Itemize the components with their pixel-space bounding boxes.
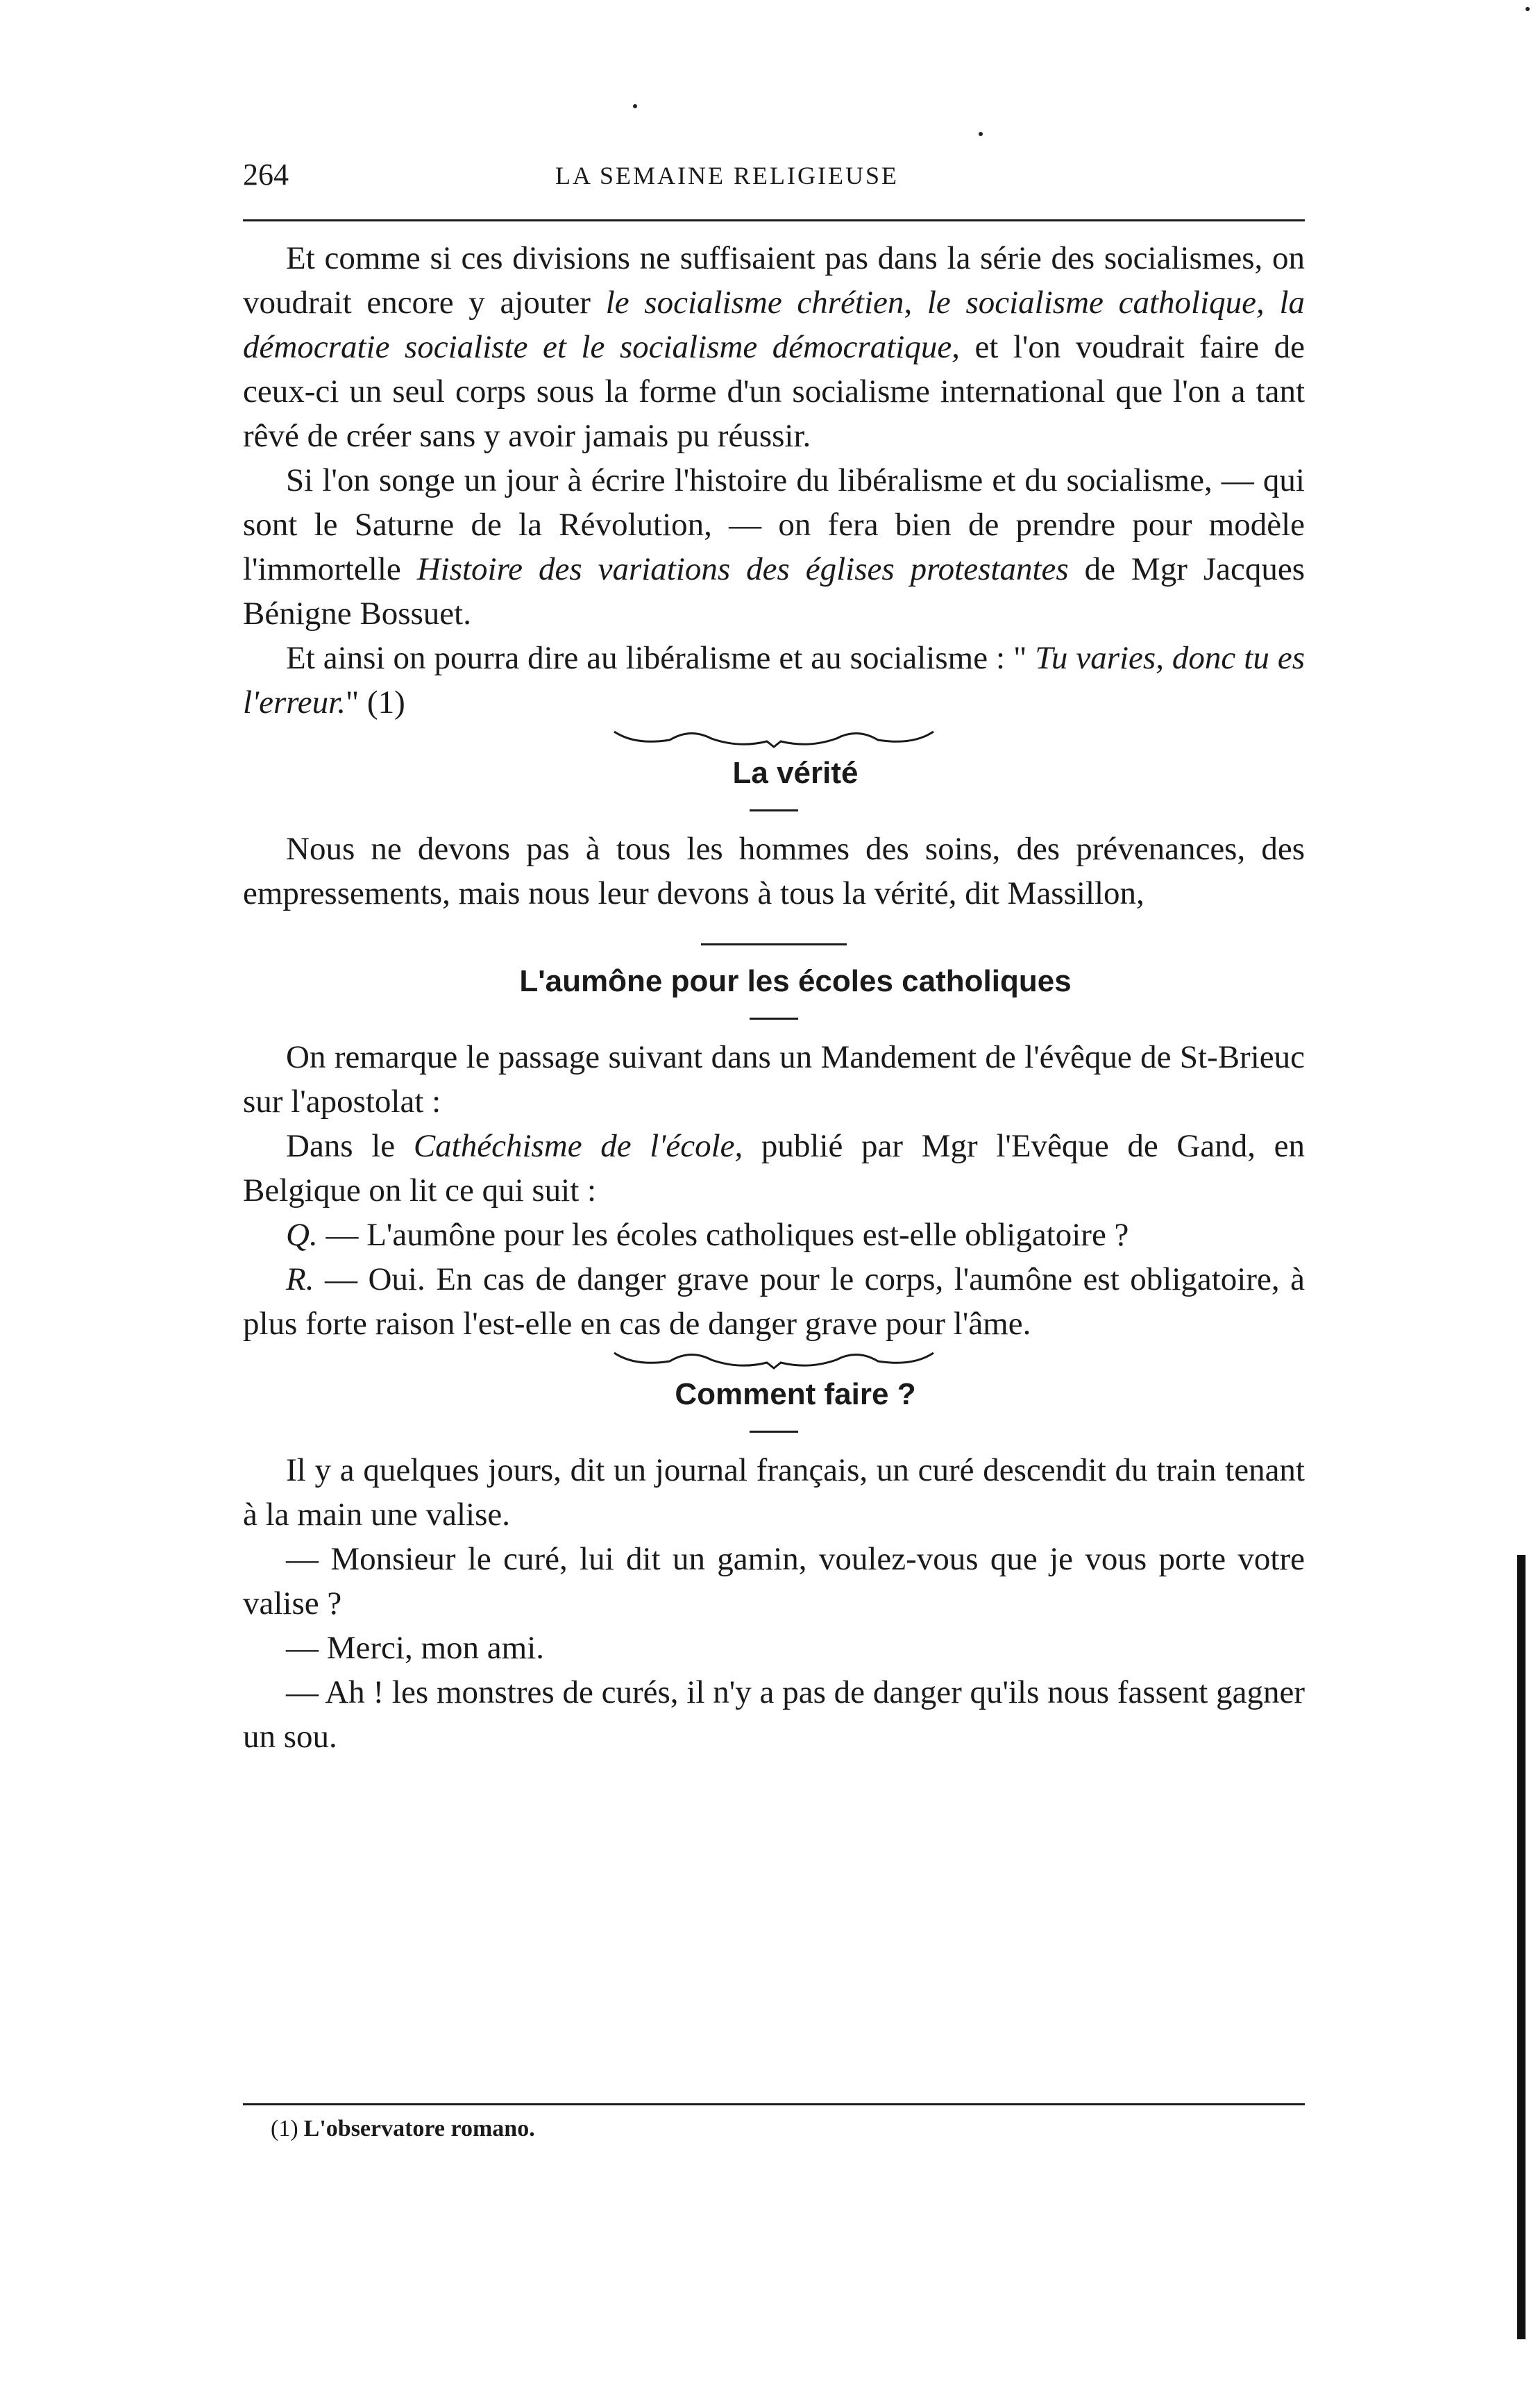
page-body bbox=[243, 236, 1305, 1759]
scan-speck bbox=[633, 104, 637, 108]
heading-dash bbox=[750, 809, 798, 811]
footnote-mark: (1) bbox=[271, 2116, 298, 2141]
scan-speck bbox=[979, 132, 983, 136]
ornament-divider bbox=[607, 1346, 940, 1374]
section-rule bbox=[701, 943, 847, 945]
paragraph: — Merci, mon ami. bbox=[286, 1630, 545, 1666]
header-rule bbox=[243, 219, 1305, 221]
page-number: 264 bbox=[243, 158, 289, 192]
section-heading: Comment faire ? bbox=[675, 1377, 916, 1411]
paragraph: On remarque le passage suivant dans un Mandement de l'évêque de St-Brieuc sur l'apostolat : bbox=[243, 1039, 1305, 1120]
section-heading: La vérité bbox=[732, 756, 859, 790]
scan-edge-shadow bbox=[1517, 1555, 1526, 2339]
paragraph: Dans le Cathéchisme de l'école, publié par Mgr l'Evêque de Gand, en Belgique on lit ce qui suit : bbox=[243, 1128, 1305, 1209]
heading-dash bbox=[750, 1018, 798, 1020]
footnote bbox=[271, 2116, 535, 2142]
paragraph: Et ainsi on pourra dire au libéralisme et au socialisme : " Tu varies, donc tu es l'erreur." (1) bbox=[243, 640, 1305, 721]
paragraph: Et comme si ces divisions ne suffisaient pas dans la série des socialismes, on voudrait encore y ajouter le socialisme chrétien, le socialisme catholique, la démocratie socialiste et le socialisme démocratique, et l'on voudrait faire de ceux-ci un seul corps sous la forme d'un socialisme international que l'on a tant rêvé de créer sans y avoir jamais pu réussir. bbox=[243, 240, 1305, 454]
section-heading: L'aumône pour les écoles catholiques bbox=[519, 964, 1072, 998]
paragraph: Il y a quelques jours, dit un journal français, un curé descendit du train tenant à la main une valise. bbox=[243, 1452, 1305, 1533]
paragraph: Nous ne devons pas à tous les hommes des soins, des prévenances, des empressements, mais nous leur devons à tous la vérité, dit Massillon, bbox=[243, 831, 1305, 911]
paragraph: Si l'on songe un jour à écrire l'histoire du libéralisme et du socialisme, — qui sont le Saturne de la Révolution, — on fera bien de prendre pour modèle l'immortelle Histoire des variations des églises protestantes de Mgr Jacques Bénigne Bossuet. bbox=[243, 462, 1305, 632]
running-head: LA SEMAINE RELIGIEUSE bbox=[555, 162, 899, 190]
scan-speck bbox=[1526, 7, 1530, 11]
paragraph: — Monsieur le curé, lui dit un gamin, voulez-vous que je vous porte votre valise ? bbox=[243, 1541, 1305, 1622]
footnote-rule bbox=[243, 2103, 1305, 2105]
footnote-text: L'observatore romano. bbox=[303, 2116, 535, 2141]
page-header bbox=[243, 157, 1305, 199]
paragraph: Q. — L'aumône pour les écoles catholiques est-elle obligatoire ? bbox=[286, 1217, 1129, 1253]
heading-dash bbox=[750, 1431, 798, 1433]
ornament-divider bbox=[607, 725, 940, 752]
paragraph: — Ah ! les monstres de curés, il n'y a pas de danger qu'ils nous fassent gagner un sou. bbox=[243, 1674, 1305, 1755]
paragraph: R. — Oui. En cas de danger grave pour le corps, l'aumône est obligatoire, à plus forte raison l'est-elle en cas de danger grave pour l'âme. bbox=[243, 1261, 1305, 1342]
